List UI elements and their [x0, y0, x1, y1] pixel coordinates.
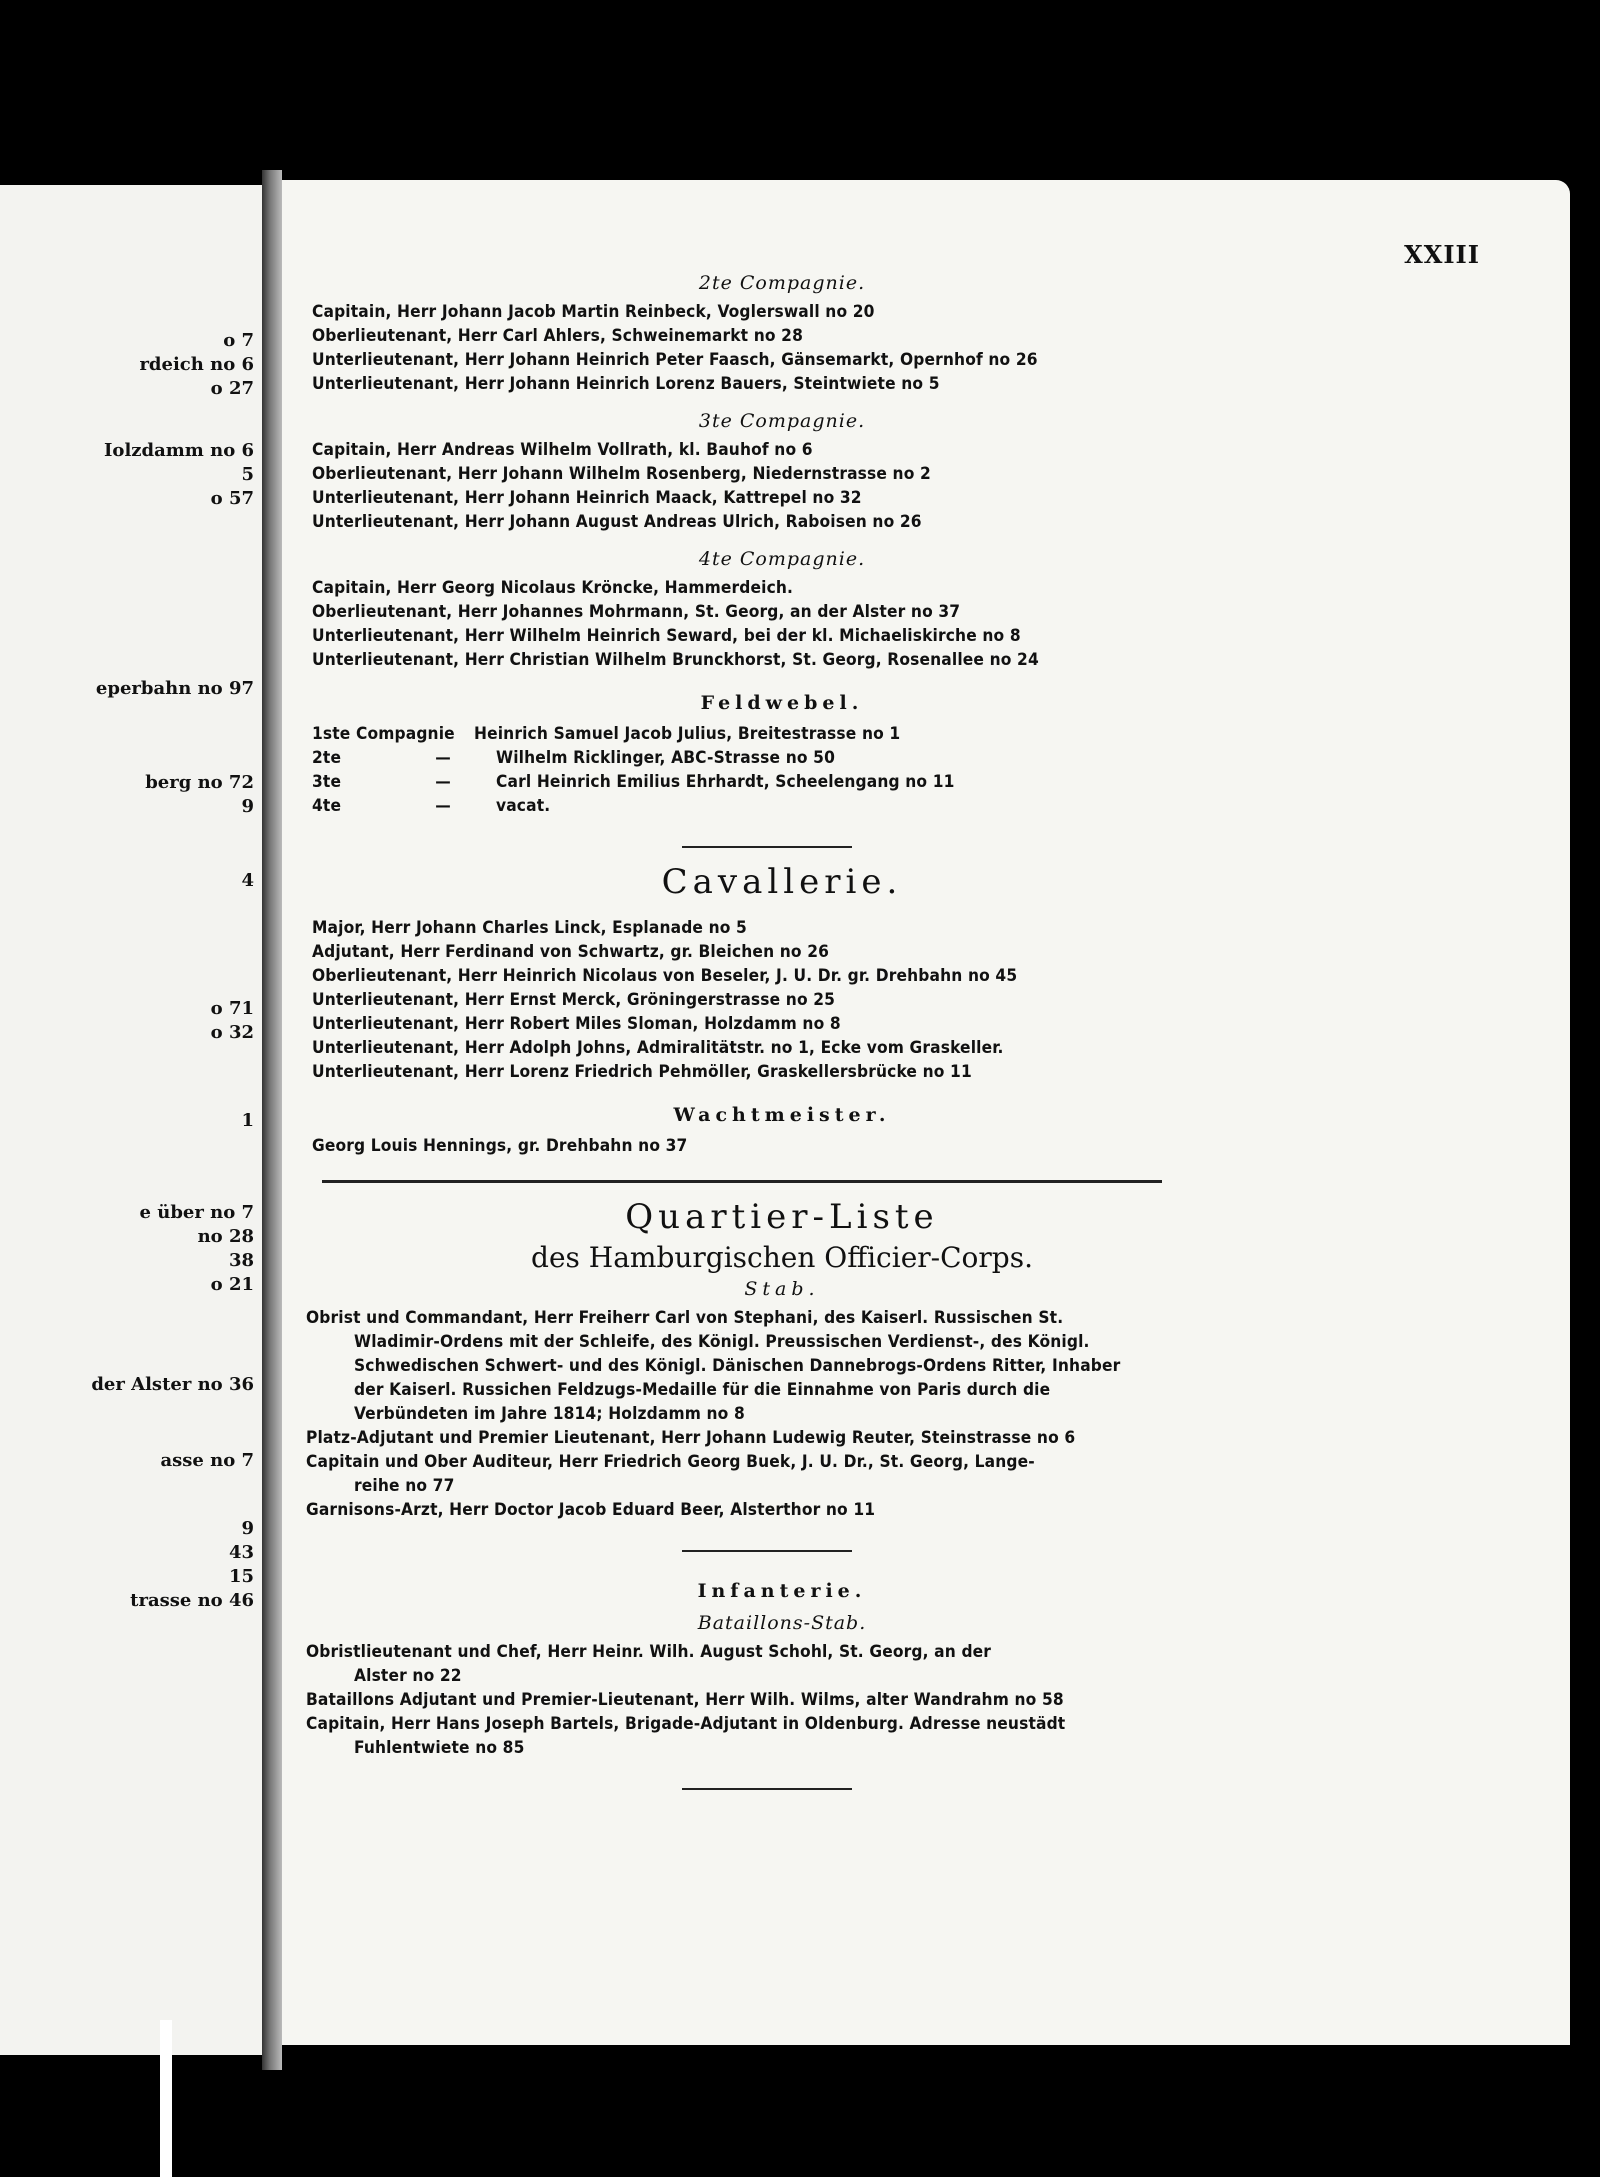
entry-line: Obrist und Commandant, Herr Freiherr Carl von Stephani, des Kaiserl. Russischen St.: [306, 1308, 1064, 1328]
entry-line: Oberlieutenant, Herr Heinrich Nicolaus von Beseler, J. U. Dr. gr. Drehbahn no 45: [312, 966, 1018, 986]
quartier-liste-subtitle: des Hamburgischen Officier-Corps.: [531, 1241, 1033, 1274]
left-page-fragment: o 71: [210, 998, 254, 1019]
section-title-2te-compagnie: 2te Compagnie.: [698, 272, 866, 294]
left-page-fragment: o 27: [210, 378, 254, 399]
entry-line: Unterlieutenant, Herr Adolph Johns, Admiralitätstr. no 1, Ecke vom Graskeller.: [312, 1038, 1004, 1058]
left-page-fragment: 1: [241, 1110, 254, 1131]
entry-line: Unterlieutenant, Herr Johann Heinrich Lorenz Bauers, Steintwiete no 5: [312, 374, 940, 394]
left-page-fragment: no 28: [197, 1226, 254, 1247]
feldwebel-name: Wilhelm Ricklinger, ABC-Strasse no 50: [496, 748, 835, 768]
page-content: [306, 272, 1487, 1790]
left-page-fragment: 9: [241, 796, 254, 817]
infanterie-list: [306, 1640, 1487, 1760]
left-page-fragment: 15: [228, 1566, 254, 1587]
entry-line: Capitain, Herr Georg Nicolaus Kröncke, Hammerdeich.: [312, 578, 794, 598]
entry-line: Verbündeten im Jahre 1814; Holzdamm no 8: [354, 1404, 745, 1424]
entry-line: Unterlieutenant, Herr Christian Wilhelm Brunckhorst, St. Georg, Rosenallee no 24: [312, 650, 1039, 670]
feldwebel-dash: —: [435, 748, 451, 768]
section-title-feldwebel: Feldwebel.: [700, 692, 864, 714]
section-title-infanterie: Infanterie.: [697, 1580, 867, 1602]
compagnie-2-list: [312, 300, 1487, 396]
divider-rule: [682, 1788, 852, 1790]
entry-line: Schwedischen Schwert- und des Königl. Dänischen Dannebrogs-Ordens Ritter, Inhaber: [354, 1356, 1121, 1376]
left-page-fragment: berg no 72: [145, 772, 254, 793]
entry-line: Platz-Adjutant und Premier Lieutenant, Herr Johann Ludewig Reuter, Steinstrasse no 6: [306, 1428, 1076, 1448]
divider-rule-long: [322, 1180, 1162, 1183]
feldwebel-row: [312, 770, 1487, 794]
left-page-fragment: trasse no 46: [130, 1590, 254, 1611]
page-number: XXIII: [1404, 240, 1480, 269]
compagnie-3-list: [312, 438, 1487, 534]
divider-rule: [682, 1550, 852, 1552]
section-title-4te-compagnie: 4te Compagnie.: [698, 548, 866, 570]
left-page-fragment: asse no 7: [160, 1450, 254, 1471]
entry-line: Unterlieutenant, Herr Johann Heinrich Peter Faasch, Gänsemarkt, Opernhof no 26: [312, 350, 1038, 370]
section-title-3te-compagnie: 3te Compagnie.: [698, 410, 866, 432]
entry-line: Major, Herr Johann Charles Linck, Esplanade no 5: [312, 918, 747, 938]
cavallerie-list: [312, 916, 1487, 1084]
feldwebel-row: [312, 722, 1487, 746]
feldwebel-company: 4te: [312, 796, 342, 816]
left-page-fragment: Iolzdamm no 6: [104, 440, 254, 461]
feldwebel-row: [312, 794, 1487, 818]
wachtmeister-entry: Georg Louis Hennings, gr. Drehbahn no 37: [312, 1136, 688, 1156]
entry-line: Unterlieutenant, Herr Johann Heinrich Maack, Kattrepel no 32: [312, 488, 862, 508]
left-page-fragment: o 32: [210, 1022, 254, 1043]
entry-line: Oberlieutenant, Herr Carl Ahlers, Schweinemarkt no 28: [312, 326, 804, 346]
section-title-stab: Stab.: [744, 1278, 820, 1300]
entry-line: reihe no 77: [354, 1476, 455, 1496]
left-page-fragment: e über no 7: [139, 1202, 254, 1223]
previous-page-strip: [0, 185, 262, 2055]
entry-line: Alster no 22: [354, 1666, 462, 1686]
entry-line: Capitain, Herr Johann Jacob Martin Reinbeck, Voglerswall no 20: [312, 302, 875, 322]
feldwebel-name: Heinrich Samuel Jacob Julius, Breitestrasse no 1: [474, 724, 901, 744]
feldwebel-name: vacat.: [496, 796, 551, 816]
entry-line: Oberlieutenant, Herr Johannes Mohrmann, St. Georg, an der Alster no 37: [312, 602, 961, 622]
left-page-fragment: o 7: [223, 330, 254, 351]
section-title-wachtmeister: Wachtmeister.: [673, 1104, 891, 1126]
entry-line: Unterlieutenant, Herr Ernst Merck, Gröningerstrasse no 25: [312, 990, 836, 1010]
section-title-cavallerie: Cavallerie.: [661, 862, 903, 902]
left-page-fragment: 4: [241, 870, 254, 891]
left-page-fragment: o 21: [210, 1274, 254, 1295]
stab-list: [306, 1306, 1487, 1522]
entry-line: Capitain und Ober Auditeur, Herr Friedrich Georg Buek, J. U. Dr., St. Georg, Lange-: [306, 1452, 1035, 1472]
feldwebel-name: Carl Heinrich Emilius Ehrhardt, Scheelengang no 11: [496, 772, 955, 792]
entry-line: Unterlieutenant, Herr Robert Miles Sloman, Holzdamm no 8: [312, 1014, 841, 1034]
entry-line: Garnisons-Arzt, Herr Doctor Jacob Eduard Beer, Alsterthor no 11: [306, 1500, 876, 1520]
left-page-fragment: 43: [228, 1542, 254, 1563]
feldwebel-company: 3te: [312, 772, 342, 792]
entry-line: Capitain, Herr Hans Joseph Bartels, Brigade-Adjutant in Oldenburg. Adresse neustädt: [306, 1714, 1066, 1734]
left-page-fragment: 38: [228, 1250, 254, 1271]
left-page-fragment: eperbahn no 97: [95, 678, 254, 699]
entry-line: Adjutant, Herr Ferdinand von Schwartz, gr. Bleichen no 26: [312, 942, 830, 962]
left-page-fragment: der Alster no 36: [91, 1374, 254, 1395]
entry-line: Oberlieutenant, Herr Johann Wilhelm Rosenberg, Niedernstrasse no 2: [312, 464, 931, 484]
entry-line: Unterlieutenant, Herr Wilhelm Heinrich Seward, bei der kl. Michaeliskirche no 8: [312, 626, 1021, 646]
entry-line: der Kaiserl. Russichen Feldzugs-Medaille für die Einnahme von Paris durch die: [354, 1380, 1051, 1400]
left-page-fragment: 5: [241, 464, 254, 485]
entry-line: Fuhlentwiete no 85: [354, 1738, 525, 1758]
left-page-fragment: 9: [241, 1518, 254, 1539]
left-page-fragment: o 57: [210, 488, 254, 509]
entry-line: Capitain, Herr Andreas Wilhelm Vollrath, kl. Bauhof no 6: [312, 440, 813, 460]
feldwebel-dash: —: [435, 772, 451, 792]
entry-line: Bataillons Adjutant und Premier-Lieutenant, Herr Wilh. Wilms, alter Wandrahm no 58: [306, 1690, 1064, 1710]
compagnie-4-list: [312, 576, 1487, 672]
divider-rule: [682, 846, 852, 848]
entry-line: Obristlieutenant und Chef, Herr Heinr. Wilh. August Schohl, St. Georg, an der: [306, 1642, 992, 1662]
section-title-bataillons-stab: Bataillons-Stab.: [697, 1612, 867, 1634]
feldwebel-company: 2te: [312, 748, 342, 768]
quartier-liste-title: Quartier-Liste: [625, 1197, 939, 1237]
entry-line: Wladimir-Ordens mit der Schleife, des Königl. Preussischen Verdienst-, des Königl.: [354, 1332, 1090, 1352]
spine-bar: [160, 2020, 172, 2177]
feldwebel-row: [312, 746, 1487, 770]
left-page-fragment: rdeich no 6: [139, 354, 254, 375]
entry-line: Unterlieutenant, Herr Johann August Andreas Ulrich, Raboisen no 26: [312, 512, 922, 532]
feldwebel-company: 1ste Compagnie: [312, 724, 455, 744]
entry-line: Unterlieutenant, Herr Lorenz Friedrich Pehmöller, Graskellersbrücke no 11: [312, 1062, 972, 1082]
feldwebel-dash: —: [435, 796, 451, 816]
feldwebel-list: [312, 722, 1487, 818]
page: [282, 180, 1570, 2045]
book-gutter: [262, 170, 282, 2070]
